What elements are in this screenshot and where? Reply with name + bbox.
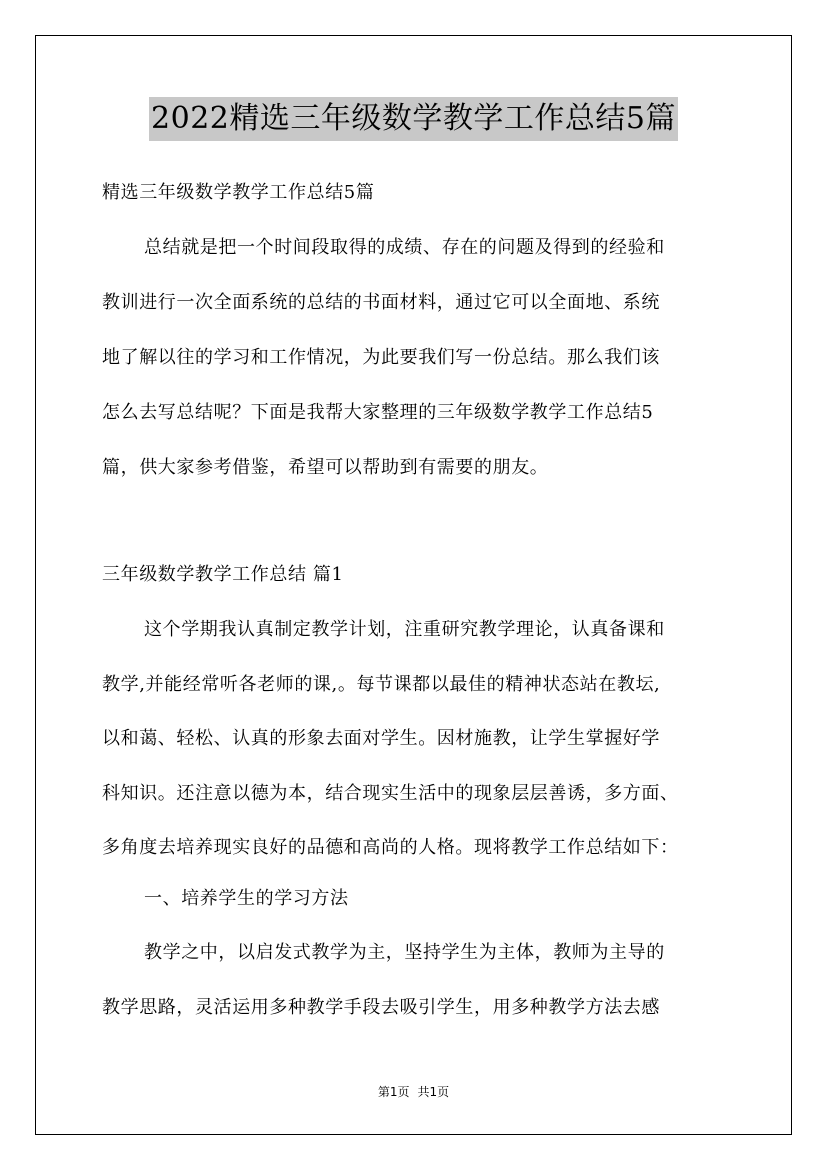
body-line: 这个学期我认真制定教学计划，注重研究教学理论，认真备课和 xyxy=(144,619,665,640)
page-footer xyxy=(0,1083,827,1100)
body-line: 以和蔼、轻松、认真的形象去面对学生。因材施教，让学生掌握好学 xyxy=(102,728,660,749)
page-total: 共1页 xyxy=(417,1085,450,1099)
subsection-heading: 一、培养学生的学习方法 xyxy=(144,888,349,909)
body-line: 教学,并能经常听各老师的课,。每节课都以最佳的精神状态站在教坛, xyxy=(102,674,661,695)
title-container xyxy=(0,97,827,141)
body-line: 教学思路，灵活运用多种教学手段去吸引学生，用多种教学方法去感 xyxy=(102,997,660,1018)
body-line: 教学之中，以启发式教学为主，坚持学生为主体，教师为主导的 xyxy=(144,942,665,963)
intro-line: 总结就是把一个时间段取得的成绩、存在的问题及得到的经验和 xyxy=(144,237,665,258)
intro-line: 地了解以往的学习和工作情况，为此要我们写一份总结。那么我们该 xyxy=(102,347,660,368)
intro-line: 篇，供大家参考借鉴，希望可以帮助到有需要的朋友。 xyxy=(102,457,549,478)
section-heading: 三年级数学教学工作总结 篇1 xyxy=(102,564,344,585)
body-line: 多角度去培养现实良好的品德和高尚的人格。现将教学工作总结如下： xyxy=(102,837,679,858)
intro-line: 教训进行一次全面系统的总结的书面材料，通过它可以全面地、系统 xyxy=(102,292,660,313)
intro-line: 怎么去写总结呢？下面是我帮大家整理的三年级数学教学工作总结5 xyxy=(102,402,654,423)
document-subtitle: 精选三年级数学教学工作总结5篇 xyxy=(102,182,375,203)
document-title: 2022精选三年级数学教学工作总结5篇 xyxy=(149,97,678,141)
page-number: 第1页 xyxy=(377,1085,410,1099)
body-line: 科知识。还注意以德为本，结合现实生活中的现象层层善诱，多方面、 xyxy=(102,783,679,804)
